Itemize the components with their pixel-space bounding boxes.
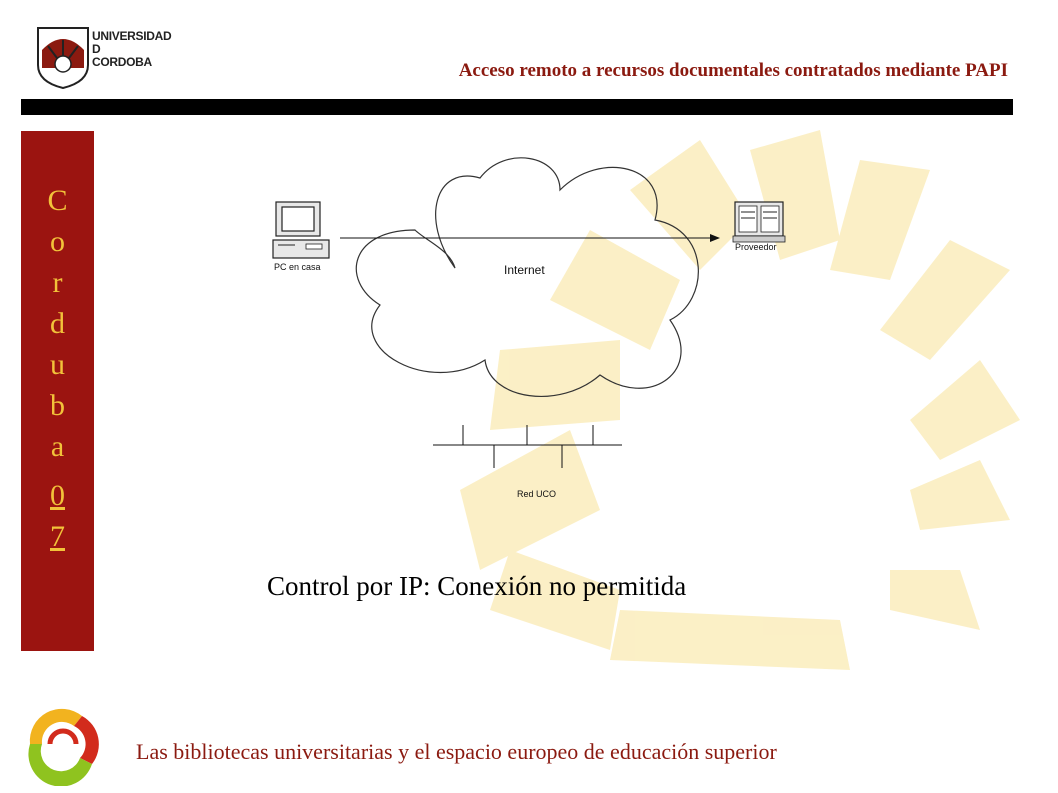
header-divider-bar — [21, 99, 1013, 115]
header-title: Acceso remoto a recursos documentales contratados mediante PAPI — [458, 60, 1008, 81]
internet-label: Internet — [504, 263, 545, 277]
red-uco-network — [433, 425, 622, 468]
provider-label: Proveedor — [735, 242, 777, 252]
sidebar-letter: u — [50, 348, 65, 381]
pc-label: PC en casa — [274, 262, 321, 272]
network-label: Red UCO — [517, 489, 557, 499]
sidebar-letter: d — [50, 307, 65, 340]
server-icon — [733, 202, 785, 242]
logo-text-line: CORDOBA — [92, 55, 152, 69]
slide-caption: Control por IP: Conexión no permitida — [267, 571, 687, 601]
connection-arrowhead — [710, 234, 720, 242]
sidebar-vertical-title — [21, 180, 94, 557]
footer-swirl-logo — [20, 702, 106, 786]
logo-text-line: D — [92, 42, 101, 56]
sidebar-letter: C — [47, 184, 68, 217]
sidebar-letter: 7 — [50, 520, 65, 553]
sidebar-letter: r — [52, 266, 63, 299]
university-logo-text — [92, 30, 171, 69]
network-diagram — [240, 150, 800, 520]
sidebar-letter: o — [50, 225, 65, 258]
sidebar-letter: b — [50, 389, 65, 422]
sidebar-letter: a — [50, 430, 65, 463]
internet-cloud — [356, 158, 698, 397]
pc-icon — [273, 202, 329, 258]
footer-text: Las bibliotecas universitarias y el espacio europeo de educación superior — [136, 739, 777, 764]
sidebar-letter: 0 — [50, 479, 65, 512]
logo-text-line: UNIVERSIDAD — [92, 29, 172, 43]
